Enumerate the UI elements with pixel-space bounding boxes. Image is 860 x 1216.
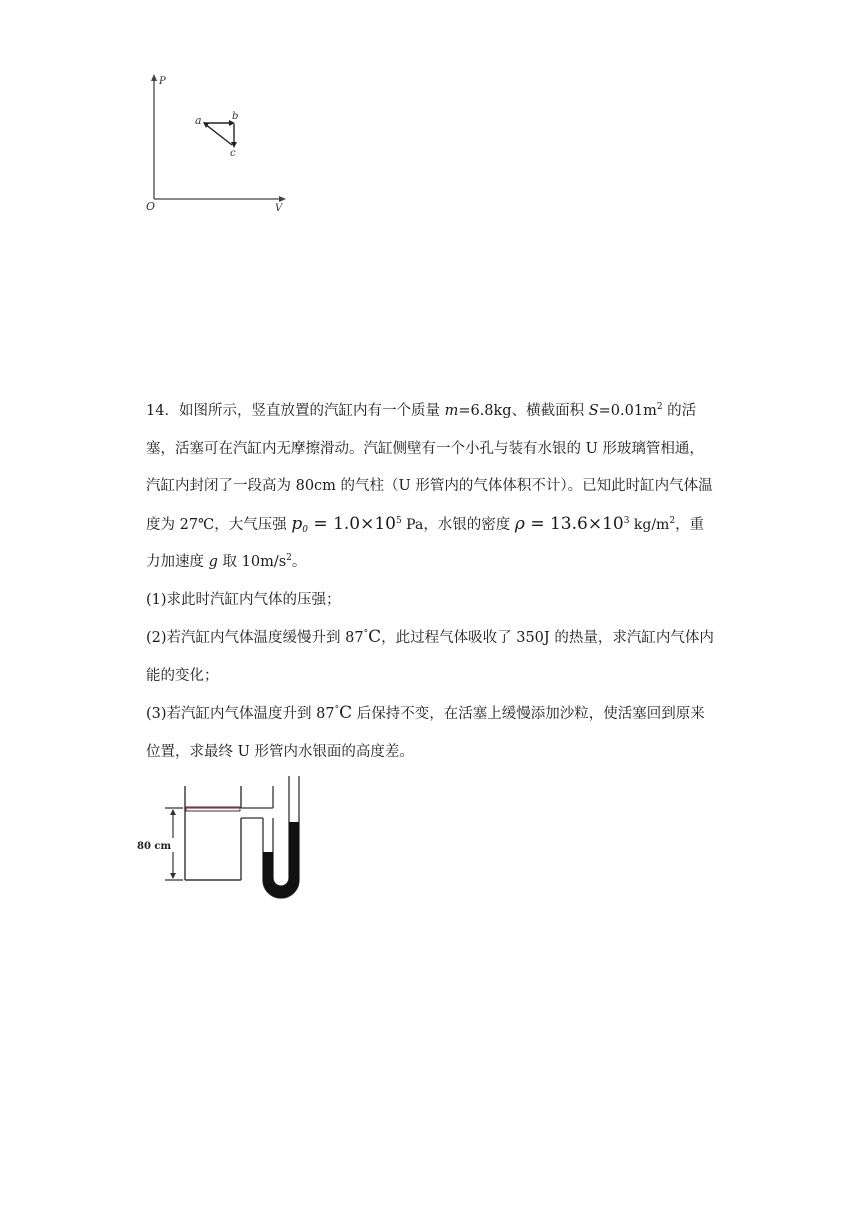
- cylinder-u-tube-figure: [135, 768, 305, 918]
- intro-text: 如图所示，竖直放置的汽缸内有一个质量: [178, 403, 445, 419]
- gravity-variable: g: [208, 554, 218, 570]
- pv-diagram: [138, 68, 298, 218]
- intro-text: ，重力加速度: [146, 516, 705, 570]
- mass-variable: m: [444, 403, 459, 419]
- process-ca: [205, 124, 232, 145]
- mercury: [263, 822, 299, 898]
- intro-text: =0.01m: [598, 403, 657, 419]
- intro-text: =6.8kg、横截面积: [458, 403, 589, 419]
- question-3: (3)若汽缸内气体温度升到 87°C 后保持不变，在活塞上缓慢添加沙粒，使活塞回到原来位置，求最终 U 形管内水银面的高度差。: [146, 703, 705, 760]
- p-axis-arrow: [151, 74, 157, 81]
- question-1: (1)求此时汽缸内气体的压强；: [146, 591, 341, 608]
- point-c-label: c: [230, 148, 236, 159]
- superscript: 2: [286, 553, 292, 563]
- p-axis-label: P: [159, 76, 166, 87]
- area-variable: S: [588, 403, 599, 419]
- intro-text: ，水银的密度: [423, 516, 515, 533]
- problem-intro: [146, 393, 716, 582]
- point-b-label: b: [232, 111, 239, 122]
- problem-number: 14．: [146, 403, 179, 419]
- rho-formula: $\rho = 13.6\times 10^3$ $kg/m^2$: [514, 513, 676, 534]
- superscript: 2: [656, 402, 663, 412]
- v-axis-arrow: [279, 196, 286, 202]
- intro-text: 。: [291, 554, 307, 570]
- height-label: 80 cm: [137, 841, 172, 852]
- question-2: (2)若汽缸内气体温度缓慢升到 87°C，此过程气体吸收了 350J 的热量，求汽缸内气体内能的变化；: [146, 627, 714, 684]
- u-tube-inner: [273, 776, 289, 886]
- height-arrow-down: [170, 873, 176, 879]
- intro-text: 取 10m/s: [217, 554, 287, 570]
- v-axis-label: V: [275, 203, 283, 214]
- p0-formula: $p_0 = 1.0\times 10^5$ Pa: [291, 513, 424, 535]
- intro-text: 的活塞，活塞可在汽缸内无摩擦滑动。汽缸侧壁有一个小孔与装有水银的 U 形玻璃管相通，汽缸内封闭了一段高为 80cm 的气柱（U 形管内的气体体积不计）。已知此时缸内气体温度为 27℃，大气压强: [146, 403, 713, 533]
- problem-14: [146, 393, 716, 771]
- origin-label: O: [146, 200, 156, 213]
- point-a-label: a: [195, 114, 202, 127]
- height-arrow-up: [170, 809, 176, 815]
